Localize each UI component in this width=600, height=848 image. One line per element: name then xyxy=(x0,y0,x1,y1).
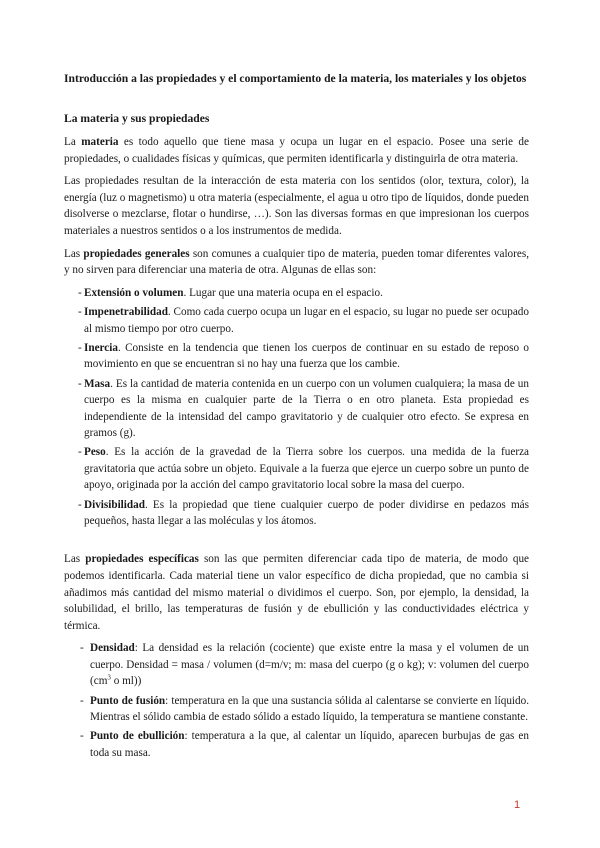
page-number: 1 xyxy=(514,799,521,811)
list-item-mass: - Masa. Es la cantidad de materia contenida en un cuerpo con un volumen cualquiera; la masa de un cuerpo es la misma en cualquier parte de la Tierra o en otro planeta. Esta propiedad es independiente de la intensidad del campo gravitatorio y de cualquier otro efecto. Se expresa en gramos (g). xyxy=(78,377,529,439)
document-title: Introducción a las propiedades y el comportamiento de la materia, los materiales y los objetos xyxy=(64,72,527,85)
list-item-weight: - Peso. Es la acción de la gravedad de la Tierra sobre los cuerpos. una medida de la fuerza gravitatoria que actúa sobre un objeto. Equivale a la fuerza que ejerce un cuerpo sobre un punto de apoyo, originada por la acción del campo gravitatorio local sobre la masa del cuerpo. xyxy=(78,446,529,492)
spacer xyxy=(64,533,529,551)
list-item-boiling-point: - Punto de ebullición: temperatura a la que, al calentar un líquido, aparecen burbujas de gas en toda su masa. xyxy=(80,730,529,759)
list-item-impenetrability: - Impenetrabilidad. Como cada cuerpo ocupa un lugar en el espacio, su lugar no puede ser ocupado al mismo tiempo por otro cuerpo. xyxy=(78,306,529,335)
paragraph-general-properties: Las propiedades generales son comunes a cualquier tipo de materia, pueden tomar diferentes valores, y no sirven para diferenciar una materia de otra. Algunas de ellas son: xyxy=(64,247,529,277)
general-properties-list xyxy=(64,285,529,530)
specific-properties-list xyxy=(64,640,529,761)
list-item-inertia: - Inercia. Consiste en la tendencia que tienen los cuerpos de continuar en su estado de reposo o movimiento en que se encuentran si no hay una fuerza que los cambie. xyxy=(78,341,529,371)
list-item-extension: - Extensión o volumen. Lugar que una materia ocupa en el espacio. xyxy=(78,286,383,299)
list-item-melting-point: - Punto de fusión: temperatura en la que una sustancia sólida al calentarse se convierte en líquido. Mientras el sólido cambia de estado sólido a estado líquido, la temperatura se mantiene constante. xyxy=(80,694,530,724)
paragraph-properties-interaction: Las propiedades resultan de la interacción de esta materia con los sentidos (olor, textura, color), la energía (luz o magnetismo) u otra materia (especialmente, el agua u otro tipo de líquidos, donde pueden disolverse o mezclarse, flotar o hundirse, …). Son las diversas formas en que impresionan los cuerpos materiales a nuestros sentidos o a los instrumentos de medida. xyxy=(64,175,529,237)
list-item-density: - Densidad: La densidad es la relación (cociente) que existe entre la masa y el volumen de un cuerpo. Densidad = masa / volumen (d=m/v; m: masa del cuerpo (g o kg); v: volumen del cuerpo ($cm^3$ o ml)) xyxy=(80,642,529,688)
paragraph-specific-properties: Las propiedades específicas son las que permiten diferenciar cada tipo de materia, de modo que podemos identificarla. Cada material tiene un valor específico de dicha propiedad, que no cambia si añadimos más cantidad del mismo material o dividimos el cuerpo. Son, por ejemplo, la densidad, la solubilidad, el brillo, las temperaturas de fusión y de ebullición y las conductividades eléctrica y térmica. xyxy=(64,553,530,632)
list-item-divisibility: - Divisibilidad. Es la propiedad que tiene cualquier cuerpo de poder dividirse en pedazos más pequeños, hasta llegar a las moléculas y los átomos. xyxy=(78,498,529,528)
document-body xyxy=(64,70,529,765)
section-title: La materia y sus propiedades xyxy=(64,112,210,125)
paragraph-materia-definition: La materia es todo aquello que tiene masa y ocupa un lugar en el espacio. Posee una serie de propiedades, o cualidades físicas y químicas, que permiten identificarla y distinguirla de otra materia. xyxy=(64,136,529,165)
